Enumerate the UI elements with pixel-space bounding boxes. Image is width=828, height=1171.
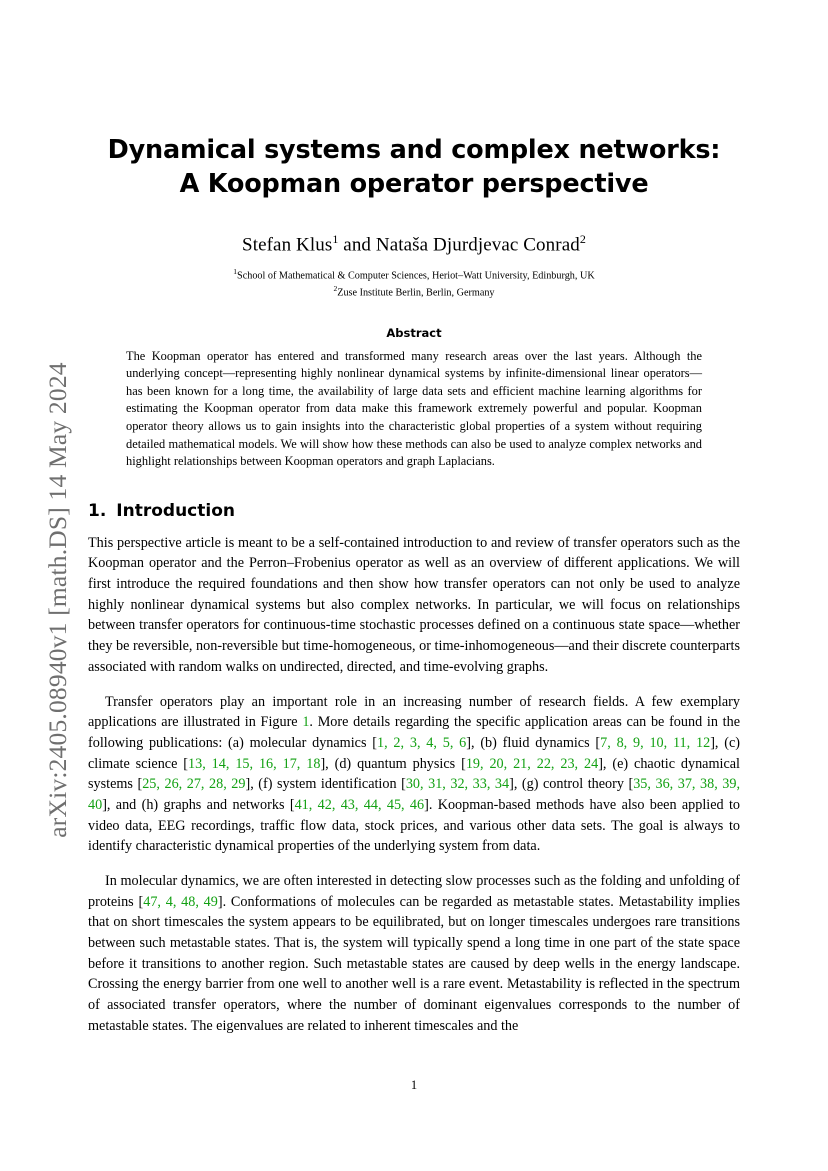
citation-group-5[interactable]: 25, 26, 27, 28, 29 bbox=[142, 776, 246, 793]
author-affil-marker-1: 1 bbox=[332, 231, 339, 246]
author-name-2: Nataša Djurdjevac Conrad bbox=[375, 234, 580, 256]
abstract-heading: Abstract bbox=[386, 325, 442, 340]
arxiv-identifier-stamp: arXiv:2405.08940v1 [math.DS] 14 May 2024 bbox=[43, 362, 72, 838]
paragraph-intro-3 bbox=[88, 871, 740, 1036]
citation-group-6[interactable]: 30, 31, 32, 33, 34 bbox=[405, 776, 510, 793]
citation-group-1[interactable]: 1, 2, 3, 4, 5, 6 bbox=[377, 734, 467, 751]
par2-seg-g: ], (e) chaotic dynamical systems [ bbox=[88, 755, 740, 793]
affiliation-marker-2: 2 bbox=[333, 284, 338, 294]
affiliation-marker-1: 1 bbox=[233, 267, 238, 277]
page-number: 1 bbox=[410, 1078, 418, 1092]
par3-seg-b: ]. Conformations of molecules can be regarded as metastable states. Metastability implies that on short timescales the system appears to be equilibrated, but on longer timescales undergoes rare transitions between such metastable states. That is, the system will typically spend a long time in one part of the state space before it transitions to another region. Such metastable states are caused by deep wells in the energy landscape. Crossing the energy barrier from one well to another well is a rare event. Metastability is reflected in the spectrum of associated transfer operators, where the number of dominant eigenvalues corresponds to the number of metastable states. The eigenvalues are related to inherent timescales and the bbox=[88, 893, 740, 1034]
title-line-2: A Koopman operator perspective bbox=[179, 169, 649, 200]
citation-group-9[interactable]: 47, 4, 48, 49 bbox=[143, 893, 218, 910]
par2-seg-i: ], (g) control theory [ bbox=[509, 776, 634, 793]
paragraph-intro-2 bbox=[88, 692, 740, 857]
par2-seg-a: Transfer operators play an important role in an increasing number of research fields. A few exemplary applications are illustrated in Figure bbox=[88, 693, 740, 731]
affiliation-text-2: Zuse Institute Berlin, Berlin, Germany bbox=[337, 287, 495, 299]
citation-group-7[interactable]: 35, 36, 37, 38, 39, 40 bbox=[88, 776, 741, 813]
par2-seg-f: ], (d) quantum physics [ bbox=[320, 755, 466, 772]
citation-group-4[interactable]: 19, 20, 21, 22, 23, 24 bbox=[465, 755, 599, 772]
page-title bbox=[88, 0, 740, 202]
author-affil-marker-2: 2 bbox=[579, 231, 586, 246]
citation-group-2[interactable]: 7, 8, 9, 10, 11, 12 bbox=[600, 734, 711, 751]
par2-seg-k: ]. Koopman-based methods have also been applied to video data, EEG recordings, traffic flow data, stock prices, and various other data sets. The goal is always to identify characteristic dynamical properties of the underlying system from data. bbox=[88, 796, 741, 855]
paper-content-column bbox=[88, 0, 740, 1050]
section-number: 1. bbox=[88, 500, 107, 521]
citation-group-8[interactable]: 41, 42, 43, 44, 45, 46 bbox=[294, 796, 425, 813]
author-name-1: Stefan Klus bbox=[242, 234, 333, 256]
affiliation-1 bbox=[88, 267, 740, 284]
author-conjunction: and bbox=[338, 234, 376, 256]
par2-seg-j: ], and (h) graphs and networks [ bbox=[102, 796, 295, 813]
figure-reference-1[interactable]: 1 bbox=[302, 714, 310, 731]
par2-seg-e: ], (c) climate science [ bbox=[88, 734, 740, 772]
par2-seg-d: ], (b) fluid dynamics [ bbox=[466, 734, 601, 751]
affiliation-2 bbox=[88, 284, 740, 301]
author-list bbox=[88, 232, 740, 256]
title-line-1: Dynamical systems and complex networks: bbox=[107, 135, 721, 165]
abstract-text: The Koopman operator has entered and transformed many research areas over the last years. Although the underlying concept—representing highly nonlinear dynamical systems by infinite-dimensional linear operators—has been known for a long time, the availability of large data sets and efficient machine learning algorithms for estimating the Koopman operator from data make this framework extremely powerful and popular. Koopman operator theory allows us to gain insights into the characteristic global properties of a system without requiring detailed mathematical models. We will show how these methods can also be used to analyze complex networks and highlight relationships between Koopman operators and graph Laplacians. bbox=[126, 348, 702, 469]
section-heading-introduction bbox=[88, 501, 740, 521]
citation-group-3[interactable]: 13, 14, 15, 16, 17, 18 bbox=[188, 755, 321, 772]
paragraph-intro-1: This perspective article is meant to be a self-contained introduction to and review of transfer operators such as the Koopman operator and the Perron–Frobenius operator as well as an overview of different applications. We will first introduce the required foundations and then show how transfer operators can not only be used to analyze highly nonlinear dynamical systems but also complex networks. In particular, we will focus on relationships between transfer operators for continuous-time stochastic processes defined on a continuous state space—whether they be reversible, non-reversible but time-homogeneous, or time-inhomogeneous—and their discrete counterparts associated with random walks on undirected, directed, and time-evolving graphs. bbox=[88, 534, 740, 675]
par3-seg-a: In molecular dynamics, we are often interested in detecting slow processes such as the folding and unfolding of proteins [ bbox=[88, 873, 740, 910]
par2-seg-h: ], (f) system identification [ bbox=[245, 776, 406, 793]
par2-seg-b: . More details regarding the specific application areas can be found in the following publications: (a) molecular dynamics [ bbox=[88, 714, 740, 751]
affiliation-text-1: School of Mathematical & Computer Sciences, Heriot–Watt University, Edinburgh, UK bbox=[237, 270, 595, 282]
section-title: Introduction bbox=[116, 500, 235, 521]
affiliation-block bbox=[88, 267, 740, 301]
